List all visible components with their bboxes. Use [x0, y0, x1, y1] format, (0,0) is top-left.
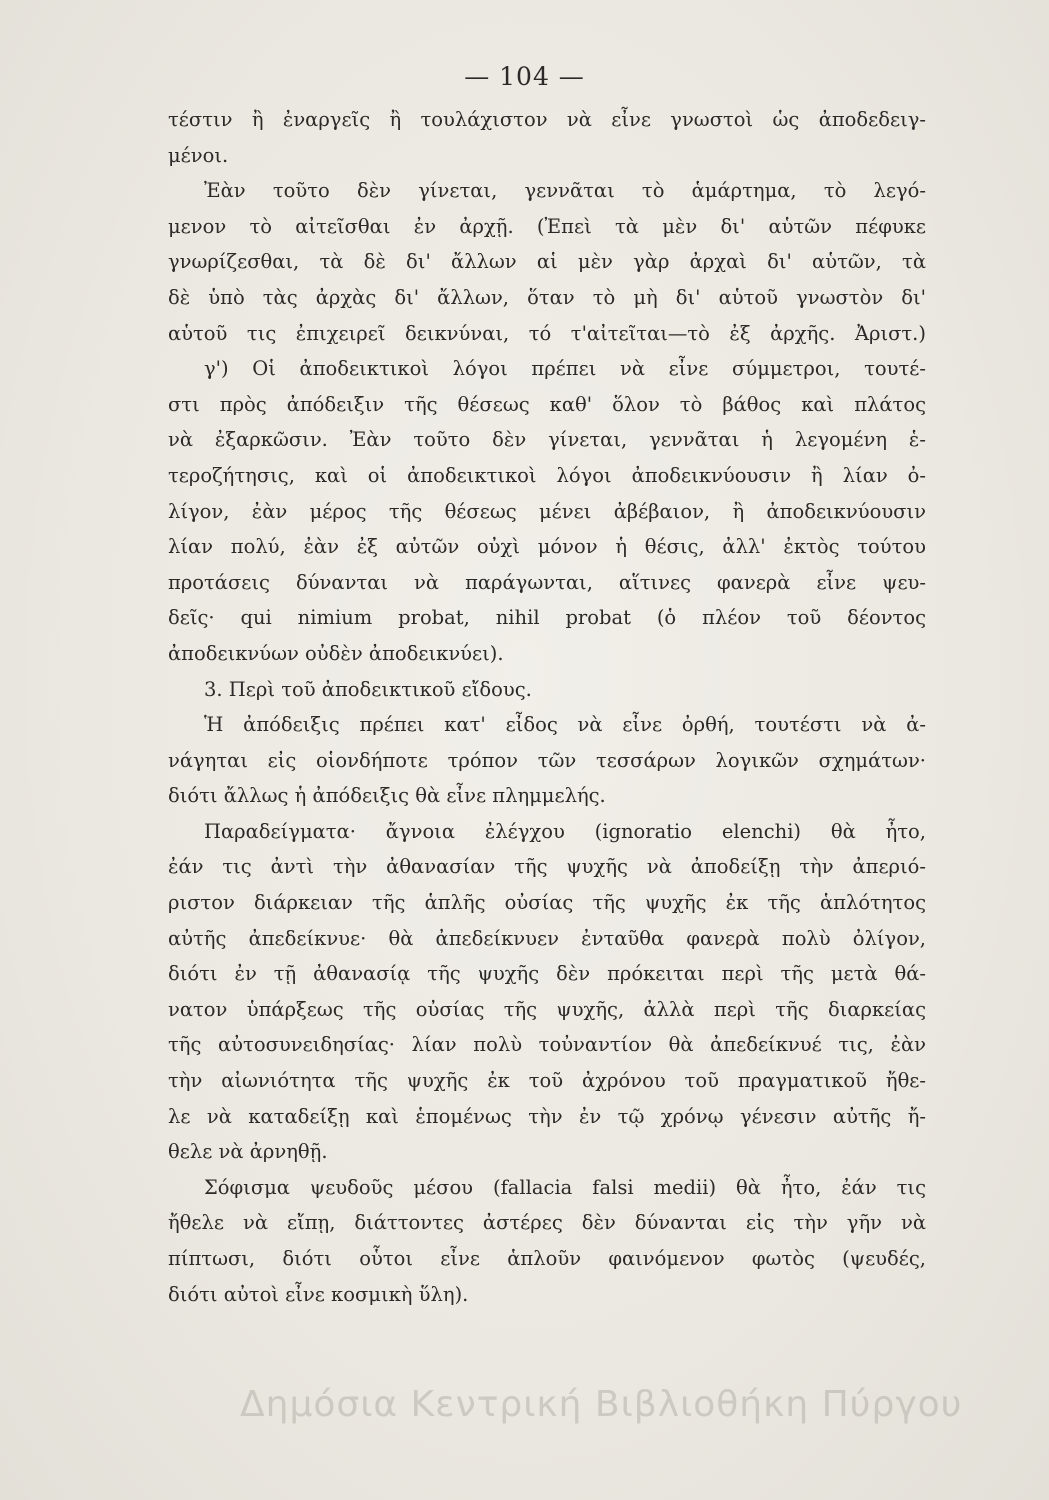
text-line: μένοι. [168, 143, 229, 167]
text-line: ἀποδεικνύων οὐδὲν ἀποδεικνύει). [168, 641, 504, 665]
text-line: Ἐὰν τοῦτο δὲν γίνεται, γεννᾶται τὸ ἁμάρτημα, τὸ λεγό- [204, 179, 926, 203]
library-watermark: Δημόσια Κεντρική Βιβλιοθήκη Πύργου [240, 1384, 963, 1425]
text-line: ριστον διάρκειαν τῆς ἁπλῆς οὐσίας τῆς ψυχῆς ἐκ τῆς ἁπλότητος [168, 891, 926, 915]
text-line: αὑτοῦ τις ἐπιχειρεῖ δεικνύναι, τό τ'αἰτεῖται—τὸ ἐξ ἀρχῆς. Ἀριστ.) [168, 321, 926, 345]
text-line: τεροζήτησις, καὶ οἱ ἀποδεικτικοὶ λόγοι ἀποδεικνύουσιν ἢ λίαν ὀ- [168, 463, 926, 487]
text-line: θελε νὰ ἀρνηθῇ. [168, 1140, 328, 1164]
text-line: προτάσεις δύνανται νὰ παράγωνται, αἵτινες φανερὰ εἶνε ψευ- [168, 570, 926, 594]
page-number: — 104 — [464, 62, 585, 91]
text-line: λίαν πολύ, ἐὰν ἐξ αὐτῶν οὐχὶ μόνον ἡ θέσις, ἀλλ' ἐκτὸς τούτου [168, 535, 926, 559]
text-line: λίγον, ἐὰν μέρος τῆς θέσεως μένει ἀβέβαιον, ἢ ἀποδεικνύουσιν [168, 499, 926, 523]
text-line: Παραδείγματα· ἄγνοια ἐλέγχου (ignoratio elenchi) θὰ ἦτο, [204, 819, 926, 843]
text-line: Σόφισμα ψευδοῦς μέσου (fallacia falsi medii) θὰ ἦτο, ἐάν τις [204, 1175, 926, 1199]
text-line: τὴν αἰωνιότητα τῆς ψυχῆς ἐκ τοῦ ἀχρόνου τοῦ πραγματικοῦ ἤθε- [168, 1069, 926, 1093]
text-line: διότι ἄλλως ἡ ἀπόδειξις θὰ εἶνε πλημμελής. [168, 784, 606, 808]
text-line: τέστιν ἢ ἐναργεῖς ἢ τουλάχιστον νὰ εἶνε γνωστοὶ ὡς ἀποδεδειγ- [168, 108, 926, 131]
body-text [168, 102, 926, 1312]
text-line: διότι αὐτοὶ εἶνε κοσμικὴ ὕλη). [168, 1282, 469, 1306]
text-line: γνωρίζεσθαι, τὰ δὲ δι' ἄλλων αἱ μὲν γὰρ ἀρχαὶ δι' αὑτῶν, τὰ [168, 250, 926, 274]
text-line: λε νὰ καταδείξῃ καὶ ἑπομένως τὴν ἐν τῷ χρόνῳ γένεσιν αὐτῆς ἤ- [168, 1104, 926, 1128]
text-line: στι πρὸς ἀπόδειξιν τῆς θέσεως καθ' ὅλον τὸ βάθος καὶ πλάτος [168, 392, 926, 416]
text-line: Ἡ ἀπόδειξις πρέπει κατ' εἶδος νὰ εἶνε ὀρθή, τουτέστι νὰ ἀ- [204, 713, 926, 737]
text-line: ἐάν τις ἀντὶ τὴν ἀθανασίαν τῆς ψυχῆς νὰ ἀποδείξῃ τὴν ἀπεριό- [168, 855, 926, 879]
text-line: γ') Οἱ ἀποδεικτικοὶ λόγοι πρέπει νὰ εἶνε σύμμετροι, τουτέ- [204, 357, 926, 381]
text-line: νὰ ἐξαρκῶσιν. Ἐὰν τοῦτο δὲν γίνεται, γεννᾶται ἡ λεγομένη ἑ- [168, 428, 926, 452]
text-line: νατον ὑπάρξεως τῆς οὐσίας τῆς ψυχῆς, ἀλλὰ περὶ τῆς διαρκείας [168, 997, 926, 1021]
text-line: αὐτῆς ἀπεδείκνυε· θὰ ἀπεδείκνυεν ἐνταῦθα φανερὰ πολὺ ὀλίγον, [168, 926, 926, 950]
text-line: μενον τὸ αἰτεῖσθαι ἐν ἀρχῇ. (Ἐπεὶ τὰ μὲν δι' αὑτῶν πέφυκε [168, 214, 926, 238]
text-line: τῆς αὐτοσυνειδησίας· λίαν πολὺ τοὐναντίον θὰ ἀπεδείκνυέ τις, ἐὰν [168, 1033, 926, 1057]
section-heading: 3. Περὶ τοῦ ἀποδεικτικοῦ εἴδους. [204, 677, 532, 701]
text-line: πίπτωσι, διότι οὗτοι εἶνε ἁπλοῦν φαινόμενον φωτὸς (ψευδές, [168, 1247, 926, 1270]
text-line: νάγηται εἰς οἱονδήποτε τρόπον τῶν τεσσάρων λογικῶν σχημάτων· [168, 748, 926, 772]
text-line: ἤθελε νὰ εἴπῃ, διάττοντες ἀστέρες δὲν δύνανται εἰς τὴν γῆν νὰ [168, 1211, 926, 1235]
text-line: δὲ ὑπὸ τὰς ἀρχὰς δι' ἄλλων, ὅταν τὸ μὴ δι' αὑτοῦ γνωστὸν δι' [168, 285, 926, 309]
text-line: διότι ἐν τῇ ἀθανασίᾳ τῆς ψυχῆς δὲν πρόκειται περὶ τῆς μετὰ θά- [168, 962, 926, 986]
text-line: δεῖς· qui nimium probat, nihil probat (ὁ πλέον τοῦ δέοντος [168, 606, 926, 630]
